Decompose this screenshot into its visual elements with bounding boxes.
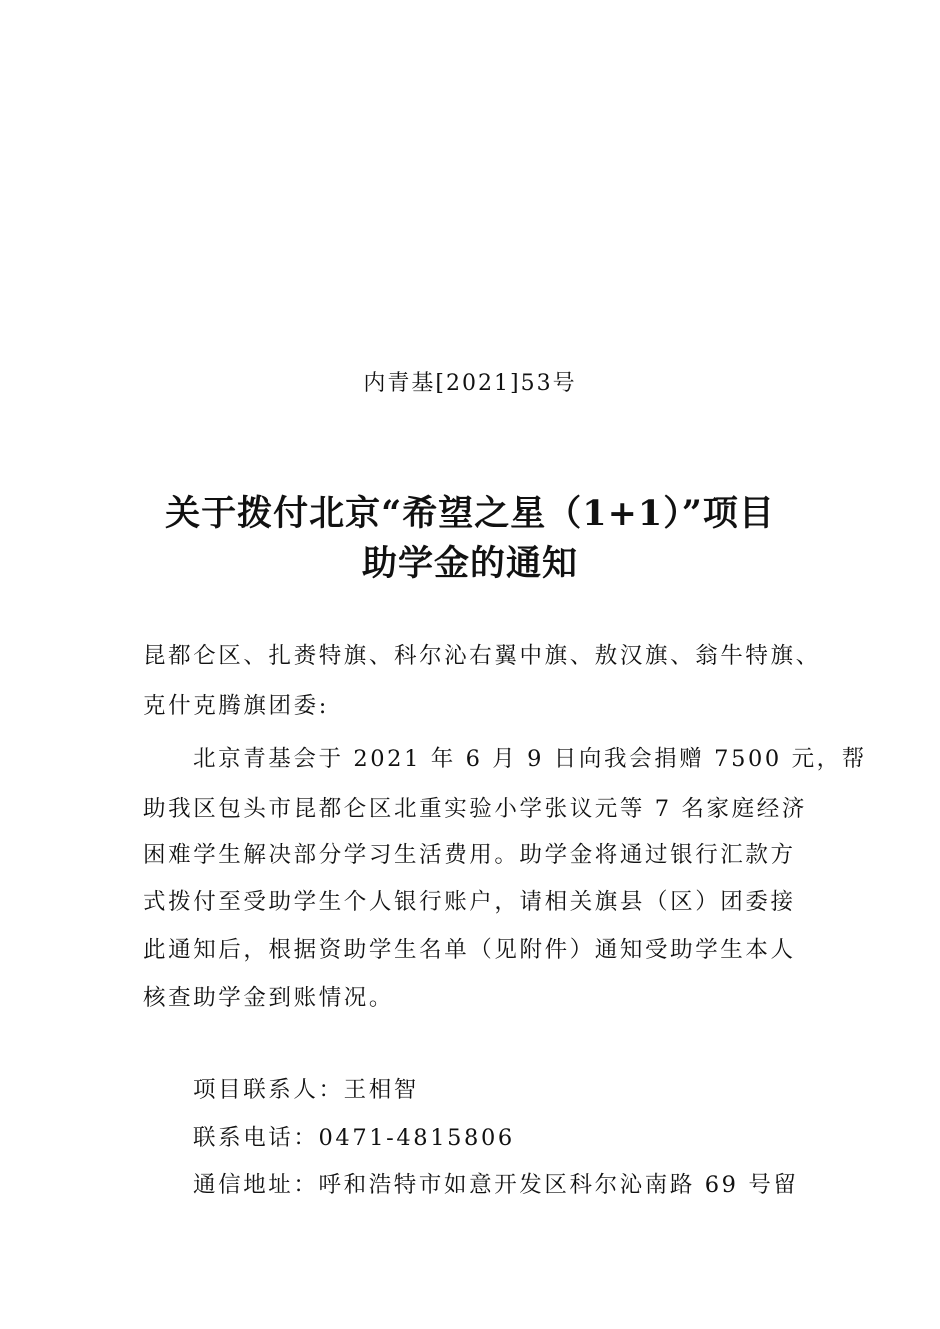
body-line-3: 困难学生解决部分学习生活费用。助学金将通过银行汇款方 xyxy=(143,842,796,868)
contact-person-line: 项目联系人：王相智 xyxy=(193,1077,419,1103)
contact-phone-line: 联系电话：0471-4815806 xyxy=(193,1125,515,1151)
contact-address-line: 通信地址：呼和浩特市如意开发区科尔沁南路 69 号留 xyxy=(193,1172,799,1198)
document-title-line-2: 助学金的通知 xyxy=(361,543,578,584)
body-line-5: 此通知后，根据资助学生名单（见附件）通知受助学生本人 xyxy=(143,937,796,963)
addressee-line-2: 克什克腾旗团委: xyxy=(143,693,329,719)
body-line-2: 助我区包头市昆都仑区北重实验小学张议元等 7 名家庭经济 xyxy=(143,796,807,822)
addressee-line-1: 昆都仑区、扎赉特旗、科尔沁右翼中旗、敖汉旗、翁牛特旗、 xyxy=(143,643,821,669)
document-number: 内青基[2021]53号 xyxy=(363,371,577,396)
document-title-line-1: 关于拨付北京“希望之星（1+1）”项目 xyxy=(165,493,775,534)
body-line-1: 北京青基会于 2021 年 6 月 9 日向我会捐赠 7500 元，帮 xyxy=(193,746,867,772)
body-line-4: 式拨付至受助学生个人银行账户，请相关旗县（区）团委接 xyxy=(143,889,796,915)
body-line-6: 核查助学金到账情况。 xyxy=(143,985,395,1011)
